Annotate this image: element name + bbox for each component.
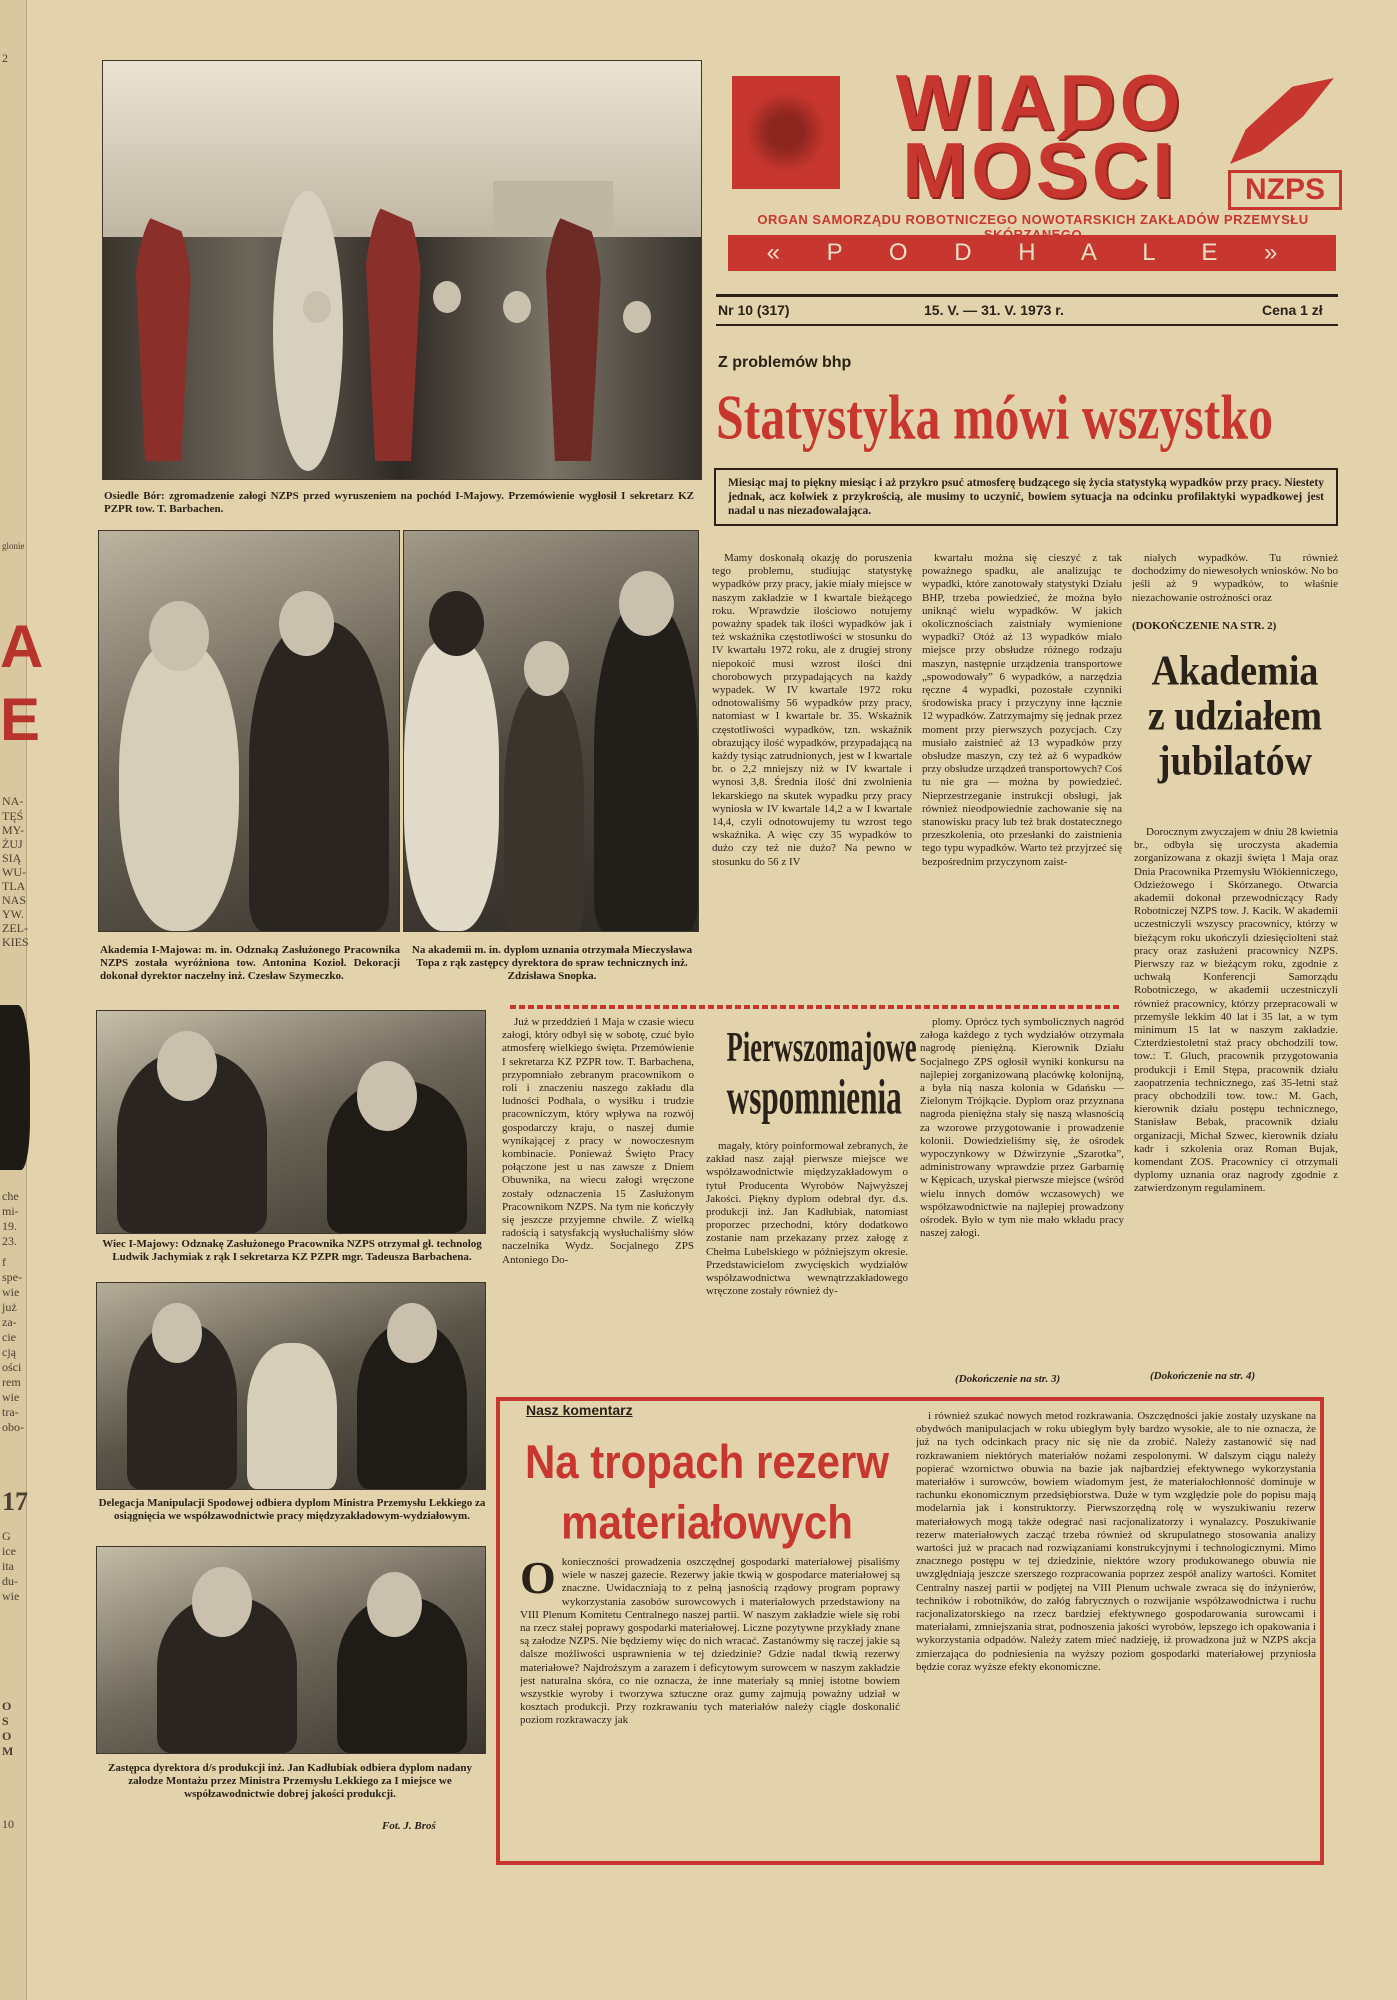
edge-text: NA- (2, 794, 24, 808)
edge-text: 19. (2, 1219, 17, 1233)
edge-text: SIĄ (2, 851, 22, 865)
photo-caption: Zastępca dyrektora d/s produkcji inż. Jan Kadłubiak odbiera dyplom nadany załodze Montażu przez Ministra Przemysłu Lekkiego za I miejsce we współzawodnictwie dobrej jakości produkcji. (108, 1762, 472, 1800)
masthead-title (850, 58, 1230, 214)
continued-note: (Dokończenie na str. 3) (955, 1373, 1061, 1385)
photo-may-day-assembly (102, 60, 702, 480)
edge-text: TLA (2, 879, 26, 893)
article-text: plomy. Oprócz tych symbolicznych nagród załoga każdego z tych wydziałów otrzymała nagrodę pieniężną. Kierownik Działu Socjalnego ZPS ogłosił wyniki konkursu na najlepiej zorganizowaną placówkę kolonijną, a była nią nasza kolonia w Gdańsku — Zielonym Trójkącie. Dyplom oraz przyznana nagroda pieniężna stały się naszą własnością za wzorowe przygotowanie i prowadzenie kolonii. Dowiedzieliśmy się, że ośrodek wypoczynkowy w Dźwirzynie „Szarotka”, administrowany wprawdzie przez Garbarnię w Kępicach, uzyskał pierwsze miejsce (wśród wielu innych domów wczasowych) we współzawodnictwie na najlepiej prowadzony ośrodek. Było w tym nie mało wkładu pracy naszej załogi. (920, 1016, 1124, 1240)
photo-delegation-diploma (96, 1282, 486, 1490)
edge-text: za- (2, 1315, 17, 1329)
headline-line: Akademia (1151, 647, 1319, 695)
photo-deputy-director-diploma (96, 1546, 486, 1754)
edge-text: ŻUJ (2, 837, 23, 851)
edge-text: 10 (2, 1817, 14, 1831)
continued-note: (DOKOŃCZENIE NA STR. 2) (1132, 620, 1277, 632)
masthead-subtitle: ORGAN SAMORZĄDU ROBOTNICZEGO NOWOTARSKICH ZAKŁADÓW PRZEMYSŁU (757, 212, 1309, 227)
edge-text: YW. (2, 907, 24, 921)
photo-caption: Wiec I-Majowy: Odznakę Zasłużonego Pracownika NZPS otrzymał gł. technolog Ludwik Jachymiak z rąk I sekretarza KZ PZPR mgr. Tadeusza Barbachena. (102, 1238, 482, 1263)
photo-decoration-ceremony (98, 530, 400, 932)
edge-text: 2 (2, 51, 8, 65)
edge-text: mi- (2, 1204, 19, 1218)
divider (716, 294, 1338, 297)
article-kicker: Z problemów bhp (718, 354, 852, 371)
article-text: konieczności prowadzenia oszczędnej gospodarki materiałowej pisaliśmy wiele w naszej gazecie. Rezerwy jakie tkwią w gospodarce materiałowej są znaczne. Uwidaczniają to z pełną jasnością rządowy program poprawy wykorzystania zasobów surowcowych i materiałowych przedstawiony na VIII Plenum Komitetu Centralnego naszej partii. W naszym zakładzie wiele się robi na rzecz stałej poprawy gospodarki materiałowej. Liczne pozytywne przykłady znane są załodze NZPS. Nie będziemy więc do nich wracać. Zastanówmy się raczej jakie są dalsze możliwości usprawnienia w tej dziedzinie? Gdzie nadal tkwią rezerwy materiałowe? Najdroższym a zarazem i deficytowym surowcem w naszym zakładzie jest naturalna skóra, co nie oznacza, że inne materiały są mniej istotne bowiem wszystkie wyroby i tworzywa sztuczne oraz gumy zajmują poważny udział w kosztach produkcji. Przy rozkrawaniu tych materiałów należy ciągle doskonalić poziom rozkrawaczy jak (520, 1556, 900, 1727)
edge-text: tra- (2, 1405, 19, 1419)
edge-text: G (2, 1529, 11, 1543)
article-text: Mamy doskonałą okazję do poruszenia tego problemu, studiując statystykę wypadków przy pracy, jakie miały miejsce w naszym zakładzie w I kwartale bieżącego roku. Wprawdzie ilościowo notujemy poważny spadek tak ilości wypadków jak i też wskaźnika częstotliwości w stosunku do IV kwartału 1972 roku, ale z drugiej strony niepokoić musi wzrost ilości dni chorobowych przypadających na każdy wypadek. W IV kwartale 1972 roku odnotowaliśmy 56 wypadków przy pracy, natomiast w I kwartale br. 35. Wskaźnik częstotliwości wypadków, tzn. wskaźnik obrazujący ilość wypadków, przypadającą na każdy tysiąc zatrudnionych, jest w I kwartale br. o 2,2 mniejszy niż w IV kwartale i wynosi 3,8. Średnia ilość dni zwolnienia lekarskiego na skutek wypadku przy pracy wyniosła w IV kwartale 14,2 a w I kwartale 14,4, czyli odnotowujemy tu wzrost tego wskaźnika. A więc czy 35 wypadków to dużo czy też nie dużo? Na pewno w stosunku do 56 z IV (712, 552, 912, 868)
masthead-band: « P O D H A L E » (728, 235, 1336, 271)
edge-text: O (2, 1699, 12, 1713)
edge-text: ita (2, 1559, 14, 1573)
edge-text: NAS (2, 893, 27, 907)
edge-text: ZEL- (2, 921, 28, 935)
red-dotted-rule (510, 1005, 1120, 1009)
article-column (502, 1016, 694, 1388)
photo-credit: Fot. J. Broś (382, 1820, 436, 1832)
photo-caption: Osiedle Bór: zgromadzenie załogi NZPS przed wyruszeniem na pochód I-Majowy. Przemówienie wygłosił I sekretarz KZ PZPR tow. T. Barbachen. (104, 490, 694, 515)
edge-text: ice (2, 1544, 16, 1558)
article-text: Dorocznym zwyczajem w dniu 28 kwietnia br., odbyła się uroczysta akademia zorganizowana z okazji święta 1 Maja oraz Dnia Pracownika Przemysłu Włókienniczego, Odzieżowego i Skórzanego. Otwarcia akademii dokonał przewodniczący Rady Robotniczej NZPS tow. J. Kacik. W akademii uczestniczyli wszyscy pracownicy, którzy w bieżącym roku ukończyli dziesięciolteni staż pracy oraz zasłużeni pracownicy NZPS. Pierwszy raz w bieżącym roku, zgodnie z uchwałą Konferencji Samorządu Robotniczego, w akademii uczestniczyli również pracownicy, którzy przepracowali w przemyśle lekkim 40 lat i 35 lat, a w tym minimum 15 lat w naszym zakładzie. Czterdziestoletni staż pracy obchodzili tow. tow.: T. Gluch, pracownik przygotowania produkcji i Emil Stępa, pracownik działu zaopatrzenia technicznego, zaś 35-letni staż pracy obchodzili tow. tow.: M. Gach, kierownik działu postępu technicznego, Stanisław Bebak, pracownik działu organizacji, Michał Szwec, kierownik działu kadr i szkolenia oraz Roman Bujak, komendant ZOS. Pracownicy ci otrzymali dyplomy uznania oraz nagrody zgodnie z zatwierdzonym regulaminem. (1134, 826, 1338, 1195)
issue-number: Nr 10 (317) (718, 302, 790, 318)
edge-red-letter: E (0, 686, 41, 753)
article-text: kwartału można się cieszyć z tak poważnego spadku, ale analizując te wypadki, które zanotowały statystyki Działu BHP, trzeba powiedzieć, że można było uniknąć wielu wypadków. W jakich okolicznościach zaistniały wymienione wypadki? Otóż aż 13 wypadków miało miejsce przy obsłudze różnego rodzaju maszyn, następnie urządzenia transportowe „spowodowały” 6 wypadków, a narzędzia ręczne 4 wypadki, pozostałe czynniki środowiska pracy i przyczyny inne łącznie 12 wypadków. Zatrzymajmy się jednak przez moment przy pierwszych pozycjach. Czy musiało zaistnieć aż 13 wypadków przy obsłudze maszyn, czy też aż 6 wypadków przy obsłudze urządzeń transportowych? Coś tu nie gra — można by powiedzieć. Nieprzestrzeganie instrukcji obsługi, jak również nieodpowiednie zachowanie się na stanowisku pracy lub też brak dostatecznego przeszkolenia, oto przesłanki do zaistnienia tego typu wypadków. Warto też przyjrzeć się bezpośrednim przyczynom zaist- (922, 552, 1122, 868)
headline-line: Na tropach rezerw (524, 1435, 890, 1488)
edge-text: glonie (2, 541, 25, 551)
edge-text: obo- (2, 1420, 24, 1434)
headline-line: jubilatów (1157, 737, 1313, 785)
pen-icon (1230, 78, 1334, 164)
edge-text: TĘŚ (2, 809, 24, 823)
article-column (920, 1016, 1124, 1372)
masthead-nzps: NZPS (1228, 170, 1342, 210)
ink-blot (0, 1005, 30, 1170)
article-kicker: Nasz komentarz (526, 1402, 633, 1418)
edge-text: 17 (2, 1487, 28, 1516)
article-headline (726, 1024, 917, 1125)
edge-text: cją (2, 1345, 16, 1359)
edge-text: MY- (2, 823, 25, 837)
edge-text: S (2, 1714, 9, 1728)
divider (716, 324, 1338, 326)
headline-line: z udziałem (1147, 692, 1323, 740)
edge-text: spe- (2, 1270, 22, 1284)
photo-caption: Delegacja Manipulacji Spodowej odbiera dyplom Ministra Przemysłu Lekkiego za osiągnięcia we współzawodnictwie pracy międzyzakładowym-wydziałowym. (98, 1497, 486, 1522)
photo-caption: Na akademii m. in. dyplom uznania otrzymała Mieczysława Topa z rąk zastępcy dyrektora do spraw technicznych inż. Zdzisława Snopka. (411, 944, 693, 982)
article-text: magały, który poinformował zebranych, że zakład nasz zajął pierwsze miejsce we współzawodnictwie międzyzakładowym o tytuł Producenta Wyrobów Najwyższej Jakości. Piękny dyplom odebrał dyr. d.s. produkcji inż. Jan Kadłubiak, natomiast proporzec przechodni, który dodatkowo zostanie nam przekazany przez załogę z Chełma Lubelskiego w późniejszym okresie. Przedstawicielom zwycięskich wydziałów współzawodnictwa wewnątrzzakładowego wręczone zostały również dy- (706, 1140, 908, 1298)
article-column (520, 1556, 900, 1856)
article-column (706, 1140, 908, 1388)
edge-text: WU- (2, 865, 26, 879)
edge-text: f (2, 1255, 6, 1269)
article-text: niałych wypadków. Tu również dochodzimy do niewesołych wniosków. No bo jeśli aż 9 wypadków, to właśnie niezachowanie ostrożności oraz (1132, 552, 1338, 604)
masthead-title-line: WIADO (895, 58, 1185, 146)
edge-text: rem (2, 1375, 21, 1389)
article-headline (1132, 647, 1338, 785)
edge-text: wie (2, 1589, 20, 1603)
edge-text: O (2, 1729, 12, 1743)
photo-diploma-award (403, 530, 699, 932)
edge-text: wie (2, 1390, 20, 1404)
edge-text: du- (2, 1574, 18, 1588)
headline-line: materiałowych (561, 1495, 853, 1549)
photo-caption: Akademia I-Majowa: m. in. Odznaką Zasłużonego Pracownika NZPS została wyróżniona tow. Antonina Kozioł. Dekoracji dokonał dyrektor naczelny inż. Czesław Szymeczko. (100, 944, 400, 982)
edge-text: już (2, 1300, 17, 1314)
article-lead: Miesiąc maj to piękny miesiąc i aż przykro psuć atmosferę budzącego się życia statystyką wypadków przy pracy. Niestety jednak, acz kolwiek z przykrością, ale musimy to uczynić, bowiem sytuacja na odcinku profilaktyki wypadkowej jest nadal u nas niezadowalająca. (714, 468, 1338, 526)
headline-line: Pierwszomajowe (726, 1024, 917, 1071)
article-column (922, 552, 1122, 996)
photo-rally-award (96, 1010, 486, 1234)
article-column (1134, 826, 1338, 1366)
edge-text: 23. (2, 1234, 17, 1248)
masthead-title-line: MOŚCI (902, 126, 1178, 214)
edge-text: KIES (2, 935, 29, 949)
continued-note: (Dokończenie na str. 4) (1150, 1370, 1256, 1382)
article-headline: Statystyka mówi wszystko (716, 381, 1274, 453)
issue-price: Cena 1 zł (1262, 302, 1323, 318)
edge-text: ości (2, 1360, 22, 1374)
headline-line: wspomnienia (726, 1068, 902, 1125)
article-text: Już w przeddzień 1 Maja w czasie wiecu załogi, który odbył się w sobotę, czuć było atmosferę wielkiego święta. Przemówienie I sekretarza KZ PZPR tow. T. Barbachena, przypomniało zebranym pracownikom o roli i znaczeniu naszego zakładu dla ludności Podhala, o wysiłku i trudzie pracowniczym, który wpływa na rozwój gospodarczy kraju, o naszej dumie wynikającej z pracy w nowoczesnym kombinacie. Ponieważ Święto Pracy połączone jest u nas zawsze z Dniem Obuwnika, na wiecu załogi wręczone zostały odznaczenia 15 Zasłużonym Pracownikom NZPS. Na tym nie kończyły się jeszcze przyjemne chwile. Z wielką radością i satysfakcją wysłuchaliśmy słów naczelnika Wydz. Socjalnego ZPS Antoniego Do- (502, 1016, 694, 1266)
edge-text: wie (2, 1285, 20, 1299)
adjacent-page-edge (0, 0, 44, 2000)
edge-text: che (2, 1189, 19, 1203)
issue-dates: 15. V. — 31. V. 1973 r. (924, 302, 1064, 318)
article-column (712, 552, 912, 996)
edge-red-letter: A (0, 613, 44, 680)
article-text: i również szukać nowych metod rozkrawania. Oszczędności jakie zostały uzyskane na obydwóch manipulacjach w roku ubiegłym były bardzo wysokie, ale to nie oznacza, że już na tych odcinkach pracy nic się nie da zrobić. Należy zastanowić się nad rozkrawaniem niektórych materiałów nożami zespolonymi. W dalszym ciągu należy popierać wzornictwo obuwia na bazie jak najbardziej efektywnego wykorzystania materiałów i surowców, bowiem wiadomym jest, że materiałochłonność dominuje w rachunku ekonomicznym przedsiębiorstwa. Duże w tym względzie pole do popisu mają modelarnia jak i konstruktorzy. Pierwszorzędną rolę w wyszukiwaniu rezerw materiałowych mogą także odegrać nasi racjonalizatorzy i wynalazcy. Poszukiwanie rezerw materiałowych zacząć trzeba również od skrupulatnego stosowania analizy wartości już w pracach nad rozwiązaniami konstrukcyjnymi i technologicznymi. Mimo znacznego postępu w tej dziedzinie, niektóre wzory produkowanego obuwia nie uwzględniają jeszcze szerszego rozpracowania poprzez zespół analizy wartości. Komitet Centralny naszej partii w podjętej na VIII Plenum uchwale zwraca się do inżynierów, techników i robotników, do załóg fabrycznych o rozwijanie współzawodnictwa i ruchu racjonalizatorskiego na rzecz bardziej efektywnego gospodarowania surowcami i materiałami, zmniejszania strat, podnoszenia jakości wyrobów, lepszego ich opakowania i wykorzystania odpadów. Należy zatem mieć nadzieję, iż prowadzona już w NZPS akcja zmierzająca do podniesienia na wyższy poziom gospodarki materiałowej przyniosła będzie coraz wyższe efekty ekonomiczne. (916, 1410, 1316, 1673)
article-headline (510, 1432, 904, 1553)
emblem-logo (732, 76, 840, 189)
edge-text: cie (2, 1330, 16, 1344)
drop-cap: O (520, 1556, 556, 1603)
edge-text: M (2, 1744, 14, 1758)
article-column (916, 1410, 1316, 1856)
